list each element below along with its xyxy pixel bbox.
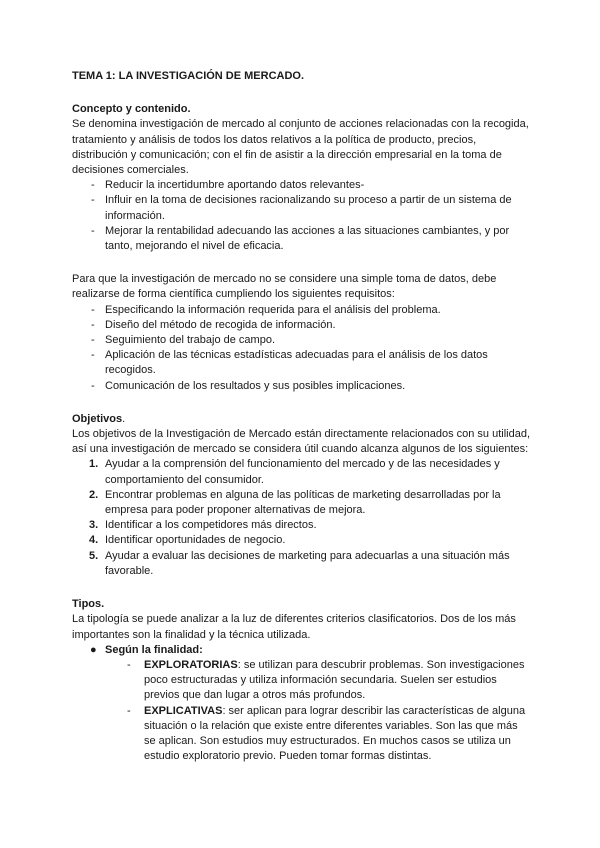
tipos-list (72, 643, 530, 658)
requisitos-list (72, 303, 530, 394)
item-text: Identificar oportunidades de negocio. (105, 534, 286, 547)
item-number: 5. (89, 549, 99, 562)
list-item: - Comunicación de los resultados y sus posibles implicaciones. (72, 379, 530, 394)
tipos-sub-list (72, 658, 530, 764)
item-text: Ayudar a la comprensión del funcionamiento del mercado y de las necesidades y comportamiento del consumidor. (105, 458, 500, 486)
list-item (72, 518, 530, 533)
list-item (72, 643, 530, 658)
list-item (72, 533, 530, 548)
item-text: Encontrar problemas en alguna de las políticas de marketing desarrolladas por la empresa para poder proponer alternativas de mejora. (105, 488, 501, 517)
term-description: : se utilizan para descubrir problemas. Son investigaciones poco estructuradas y utiliza información secundaria. Suelen ser estudios previos que dan lugar a otros más profundos. (144, 658, 525, 702)
list-item: - Seguimiento del trabajo de campo. (72, 333, 530, 348)
term: EXPLORATORIAS (144, 658, 238, 671)
item-number: 2. (89, 488, 99, 501)
list-item (72, 658, 530, 704)
term-description: : ser aplican para lograr describir las características de alguna situación o la relación que existe entre diferentes variables. Son las que más se aplican. Son estudios muy estructurados. En muchos casos se utiliza un estudio exploratorio previo. Pueden tomar formas distintas. (144, 704, 526, 763)
bullet-icon: ● (90, 643, 97, 656)
list-item (72, 488, 530, 518)
item-number: 3. (89, 519, 99, 532)
item-text: Identificar a los competidores más directos. (105, 519, 317, 532)
term: EXPLICATIVAS (144, 704, 223, 717)
item-number: 4. (89, 534, 99, 547)
objetivos-heading-text: Objetivos (72, 412, 123, 425)
concepto-list (72, 178, 530, 254)
item-text: Ayudar a evaluar las decisiones de marketing para adecuarlas a una situación más favorable. (105, 549, 510, 577)
item-number: 1. (89, 458, 99, 471)
tipos-paragraph: La tipología se puede analizar a la luz de diferentes criterios clasificatorios. Dos de los más importantes son la finalidad y la técnica utilizada. (72, 613, 516, 641)
list-item (72, 457, 530, 487)
list-item: - Diseño del método de recogida de información. (72, 318, 530, 333)
list-item: - Aplicación de las técnicas estadísticas adecuadas para el análisis de los datos recogidos. (72, 348, 530, 378)
list-item: - Reducir la incertidumbre aportando datos relevantes- (72, 178, 530, 193)
list-item: - Mejorar la rentabilidad adecuando las acciones a las situaciones cambiantes, y por tanto, mejorando el nivel de eficacia. (72, 224, 530, 254)
list-item (72, 704, 530, 765)
section-heading-objetivos (72, 412, 530, 427)
concepto-paragraph: Se denomina investigación de mercado al conjunto de acciones relacionadas con la recogida, tratamiento y análisis de todos los datos relativos a la política de producto, precios, distribución y comunicación; con el fin de asistir a la dirección empresarial en la toma de decisiones comerciales. (72, 118, 529, 177)
list-item: - Influir en la toma de decisiones racionalizando su proceso a partir de un sistema de información. (72, 193, 530, 223)
requisitos-paragraph: Para que la investigación de mercado no se considere una simple toma de datos, debe realizarse de forma científica cumpliendo los siguientes requisitos: (72, 273, 497, 301)
section-heading-concepto: Concepto y contenido. (72, 103, 191, 116)
objetivos-list (72, 457, 530, 579)
page-title: TEMA 1: LA INVESTIGACIÓN DE MERCADO. (72, 70, 305, 82)
list-item: - Especificando la información requerida para el análisis del problema. (72, 303, 530, 318)
objetivos-paragraph: Los objetivos de la Investigación de Mercado están directamente relacionados con su utilidad, así una investigación de mercado se considera útil cuando alcanza algunos de los siguientes: (72, 428, 530, 456)
list-item (72, 549, 530, 579)
document-content (72, 69, 530, 764)
bullet-heading: Según la finalidad: (105, 643, 203, 656)
section-heading-tipos: Tipos. (72, 598, 105, 611)
objetivos-heading-dot: . (122, 412, 126, 425)
